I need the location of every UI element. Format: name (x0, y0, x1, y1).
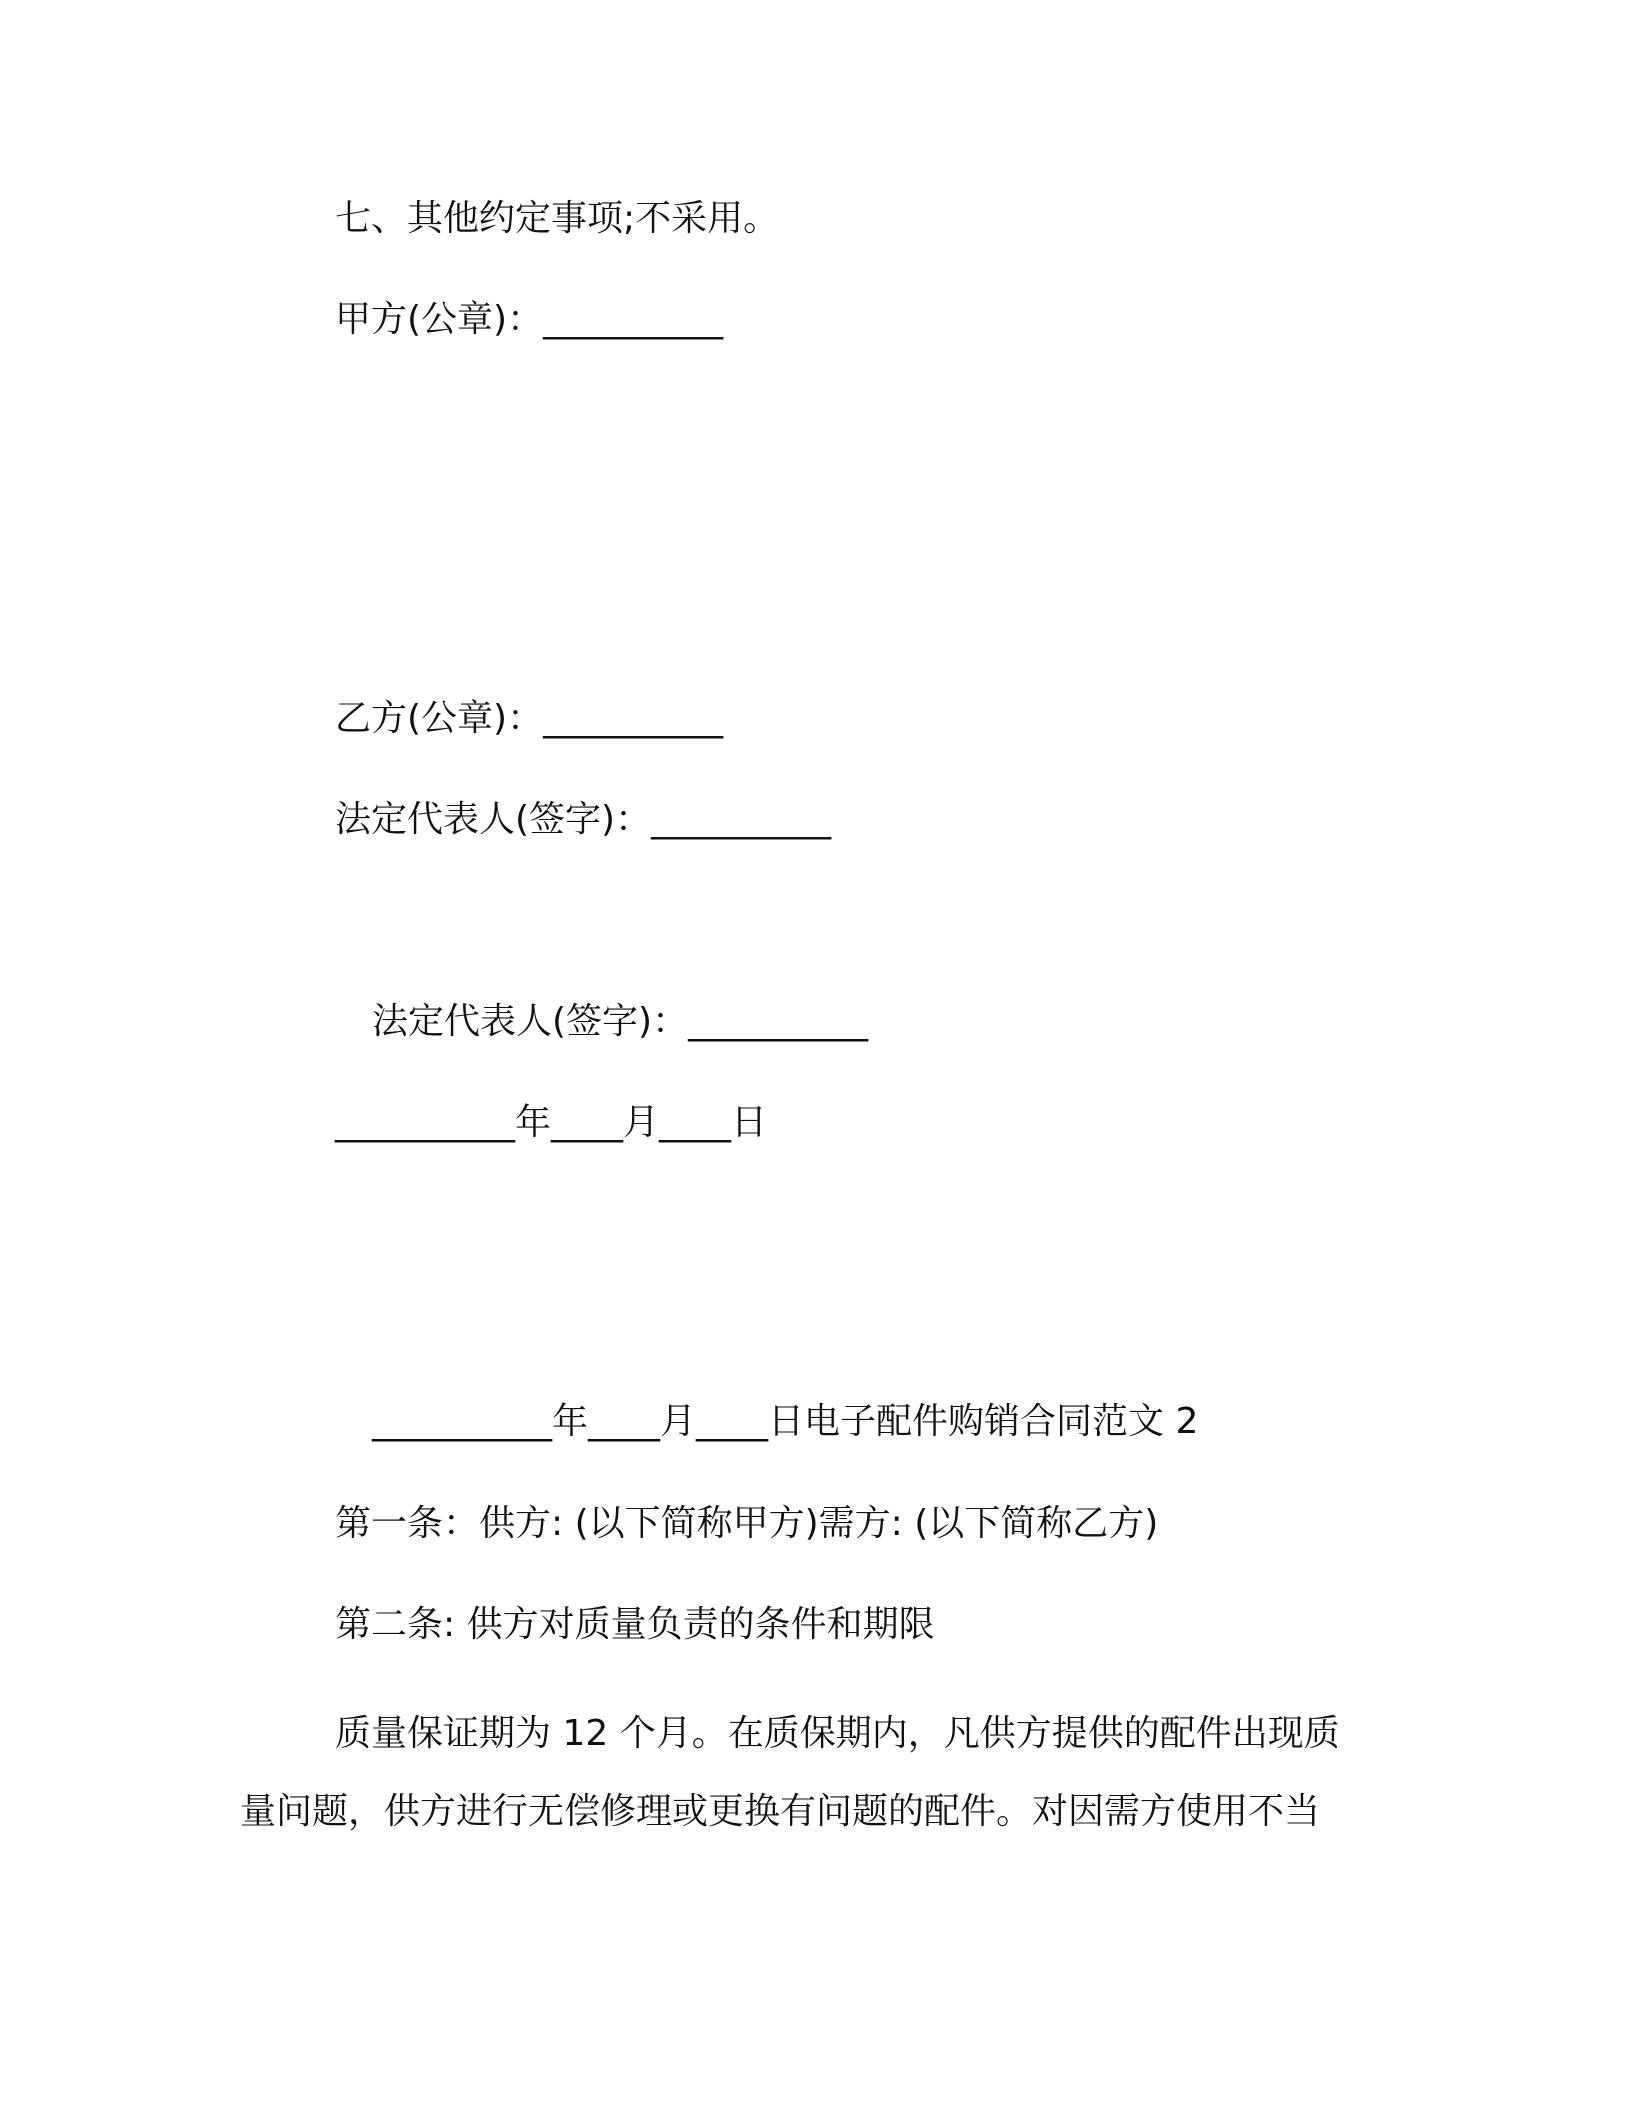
article-one: 第一条：供方: (以下简称甲方)需方: (以下简称乙方) (335, 1503, 1159, 1544)
warranty-paragraph-line-2: 量问题，供方进行无偿修理或更换有问题的配件。对因需方使用不当 (240, 1791, 1321, 1832)
legal-rep-signature-line-a: 法定代表人(签字)：__________ (335, 799, 832, 840)
party-a-seal-line: 甲方(公章)：__________ (335, 299, 724, 340)
clause-seven: 七、其他约定事项;不采用。 (335, 198, 780, 239)
party-b-seal-line: 乙方(公章)：__________ (335, 698, 724, 739)
date-line: __________年____月____日 (335, 1102, 767, 1143)
contract-title-line: __________年____月____日电子配件购销合同范文 2 (372, 1401, 1199, 1442)
warranty-paragraph-line-1: 质量保证期为 12 个月。在质保期内，凡供方提供的配件出现质 (335, 1713, 1340, 1754)
legal-rep-signature-line-b: 法定代表人(签字)：__________ (372, 1001, 869, 1042)
article-two: 第二条: 供方对质量负责的条件和期限 (335, 1604, 935, 1645)
